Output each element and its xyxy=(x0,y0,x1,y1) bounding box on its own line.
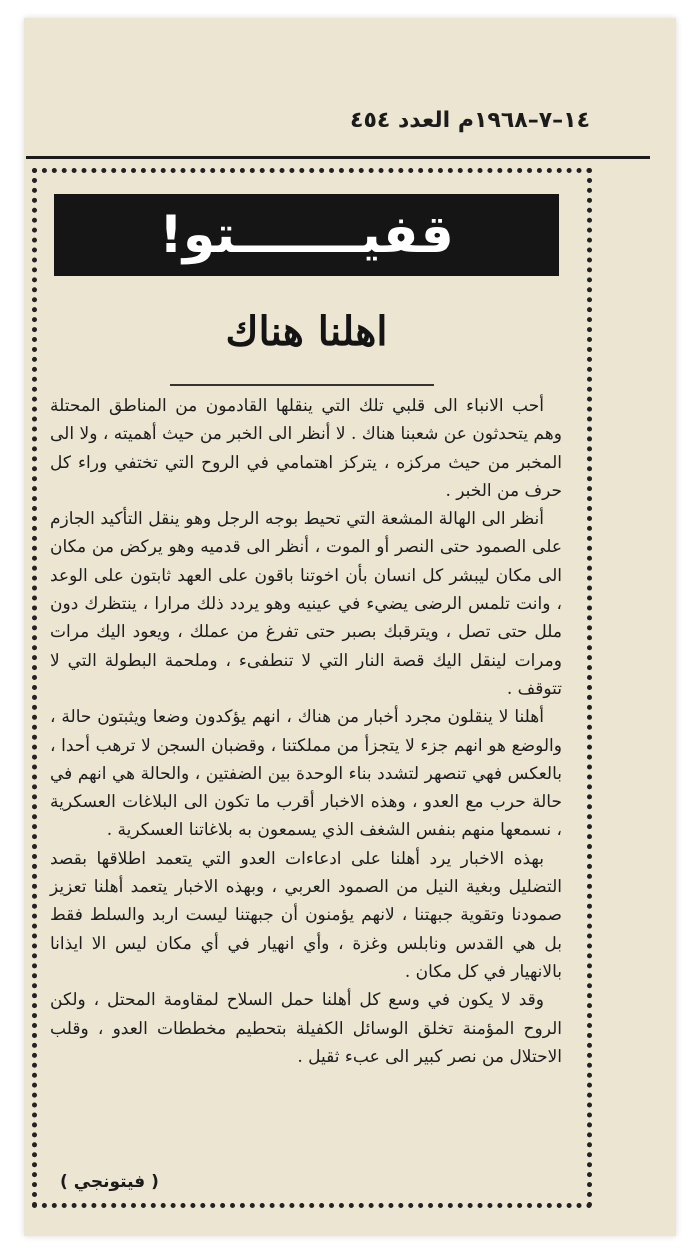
paragraph-4: بهذه الاخبار يرد أهلنا على ادعاءات العدو التي يتعمد اطلاقها بقصد التضليل وبغية النيل من الصمود العربي ، وبهذه الاخبار يتعمد أهلنا تعزيز صمودنا وتقوية جبهتنا ، لانهم يؤمنون أن جبهتنا ليست اربد والسلط فقط بل هي القدس ونابلس وغزة ، وأي انهيار في أي مكان ليس الا ايذانا بالانهيار في كل مكان . xyxy=(50,848,562,982)
header-divider xyxy=(26,156,650,159)
paragraph-3: أهلنا لا ينقلون مجرد أخبار من هناك ، انهم يؤكدون وضعا ويثبتون حالة ، والوضع هو انهم جزء لا يتجزأ من مملكتنا ، وقضبان السجن لا ترهب أحدا ، بالعكس فهي تنصهر لتشدد بناء الوحدة بين الضفتين ، والحالة هي انهم في حالة حرب مع العدو ، وهذه الاخبار أقرب ما تكون الى البلاغات العسكرية ، نسمعها منهم بنفس الشغف الذي يسمعون به بلاغاتنا العسكرية . xyxy=(50,707,562,841)
article-body xyxy=(50,392,562,1071)
column-banner xyxy=(54,194,559,276)
column-banner-label: قفيـــــــتو! xyxy=(159,205,454,265)
author-signature: ( فيتونجي ) xyxy=(60,1172,159,1192)
article-title: اهلنا هناك xyxy=(225,308,388,355)
paragraph-2: أنظر الى الهالة المشعة التي تحيط بوجه الرجل وهو ينقل التأكيد الجازم على الصمود حتى النصر أو الموت ، أنظر الى قدميه وهو يركض من مكان الى مكان ليبشر كل انسان بأن اخوتنا باقون على العهد ثابتون على الوعد ، وانت تلمس الرضى يضيء في عينيه وهو يردد ذلك مرارا ، ينتظرك دون ملل حتى تصل ، ويترقبك بصبر حتى تفرغ من عملك ، ويعود اليك مرات ومرات لينقل اليك قصة النار التي لا تنطفىء ، وملحمة البطولة التي لا تتوقف . xyxy=(50,509,562,699)
paragraph-5: وقد لا يكون في وسع كل أهلنا حمل السلاح لمقاومة المحتل ، ولكن الروح المؤمنة تخلق الوسائل الكفيلة بتحطيم مخططات العدو ، وقلب الاحتلال من نصر كبير الى عبء ثقيل . xyxy=(50,990,562,1067)
issue-date-header: ١٤–٧–١٩٦٨م العدد ٤٥٤ xyxy=(350,108,590,133)
paragraph-1: أحب الانباء الى قلبي تلك التي ينقلها القادمون من المناطق المحتلة وهم يتحدثون عن شعبنا هناك . لا أنظر الى الخبر من حيث أهميته ، ولا الى المخبر من حيث مركزه ، يتركز اهتمامي في الروح التي تختفي وراء كل حرف من الخبر . xyxy=(50,396,562,501)
title-underline xyxy=(170,384,434,386)
